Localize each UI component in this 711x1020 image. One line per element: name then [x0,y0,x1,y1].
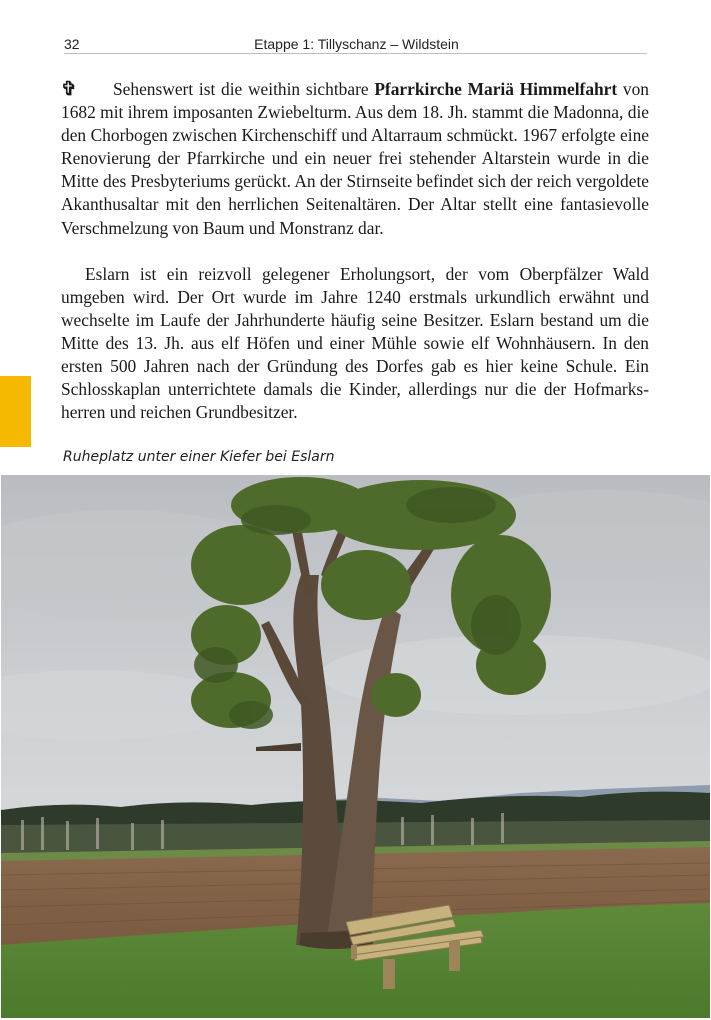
paragraph-church-lead: Sehenswert ist die weithin sichtbare [113,79,375,99]
photo-pine-tree-bench [1,475,710,1018]
paragraph-church [61,78,649,240]
figure-caption: Ruheplatz unter einer Kiefer bei Eslarn [63,449,335,465]
cross-icon: ✞ [61,79,77,100]
paragraph-eslarn: Eslarn ist ein reizvoll gelegener Erholungsort, der vom Oberpfälzer Wald umgeben wird. Der Ort wurde im Jahre 1240 erstmals urkundlich erwähnt und wechselte im Laufe der Jahrhunderte häufig seine Besitzer. Eslarn bestand um die Mitte des 13. Jh. aus elf Höfen und einer Mühle sowie elf Wohnhäusern. In den ersten 500 Jahren nach der Gründung des Dorfes gab es hier keine Schule. Ein Schlosskaplan unterrichtete damals die Kinder, allerdings nur die der Hofmarksherren und reichen Grundbesitzer. [61,263,649,423]
running-head: Etappe 1: Tillyschanz – Wildstein [254,36,459,52]
page-number: 32 [64,36,80,52]
header-rule [64,53,647,54]
body-text [61,78,649,424]
church-name: Pfarrkirche Mariä Himmelfahrt [374,79,618,99]
chapter-side-tab [0,376,31,447]
paragraph-church-rest: von 1682 mit ihrem imposanten Zwiebelturm. Aus dem 18. Jh. stammt die Madonna, die den Chorbogen zwischen Kirchenschiff und Altarraum schmückt. 1967 erfolgte eine Renovierung der Pfarrkirche und ein neuer frei stehender Altarstein wurde in die Mitte des Presbyteriums gerückt. An der Stirnseite befindet sich der reich vergoldete Akanthusaltar mit den herrlichen Seitenaltären. Der Altar stellt eine fantasievolle Verschmelzung von Baum und Monstranz dar. [61,79,649,238]
